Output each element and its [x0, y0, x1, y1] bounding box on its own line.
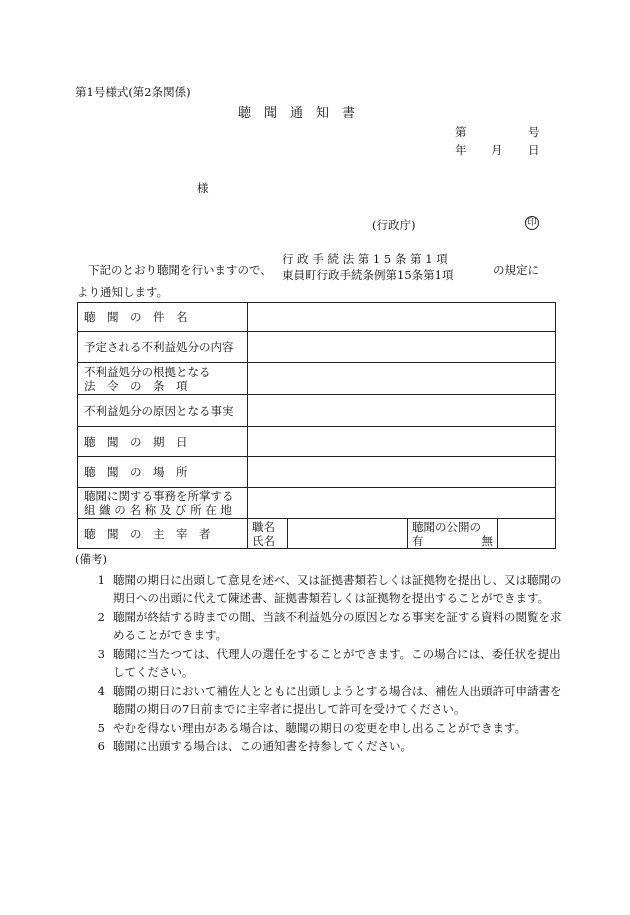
note-number: 1 [97, 572, 105, 587]
legal-basis-line-1: 不利益処分の根拠となる [84, 364, 211, 379]
date-day: 日 [528, 143, 540, 157]
note-number: 3 [97, 646, 105, 661]
row-label-subject: 聴 聞 の 件 名 [78, 303, 248, 332]
row-value-legal-basis [248, 363, 556, 395]
public-yes: 有 [412, 533, 424, 548]
public-hearing-label [408, 519, 498, 549]
number-dai: 第 [455, 125, 467, 139]
table-row [78, 395, 556, 427]
sub-label-title: 職名 [252, 519, 275, 534]
sub-label-name: 氏名 [252, 533, 275, 548]
row-value-subject [248, 303, 556, 332]
table-row [78, 332, 556, 363]
page-title: 聴 聞 通 知 書 [238, 106, 356, 121]
number-go: 号 [528, 125, 540, 139]
note-number: 5 [97, 720, 105, 735]
seal-mark: 印 [525, 216, 539, 230]
note-number: 2 [97, 609, 105, 624]
row-label-presider: 聴 聞 の 主 宰 者 [78, 519, 248, 549]
note-number: 6 [97, 739, 105, 753]
notes-heading: (備考) [75, 552, 107, 566]
intro-law-1: 行 政 手 続 法 第 1 5 条 第 1 項 [282, 252, 448, 266]
legal-basis-line-2: 法 令 の 条 項 [84, 378, 188, 393]
issuer-label: (行政庁) [372, 218, 416, 232]
table-row [78, 519, 556, 549]
row-value-cause [248, 395, 556, 427]
note-text: 聴聞に当たつては、代理人の選任をすることができます。この場合には、委任状を提出してください。 [113, 646, 561, 679]
presider-value [288, 519, 408, 549]
note-item [75, 737, 565, 756]
public-label-line-1: 聴聞の公開の [412, 519, 481, 534]
note-item [75, 608, 565, 645]
row-value-disposition-content [248, 332, 556, 363]
table-row [78, 363, 556, 395]
presider-sub-labels [248, 519, 288, 549]
row-value-organization [248, 488, 556, 519]
note-text: 聴聞の期日において補佐人とともに出頭しようとする場合は、補佐人出頭許可申請書を聴聞の期日の7日前までに主宰者に提出して許可を受けてください。 [113, 683, 562, 716]
date-year: 年 [455, 143, 467, 157]
organization-line-1: 聴聞に関する事務を所掌する [84, 489, 234, 503]
intro-after: の規定に [493, 263, 539, 277]
addressee-suffix: 様 [197, 181, 209, 195]
row-value-place [248, 457, 556, 488]
date-month: 月 [491, 143, 503, 157]
note-item [75, 719, 565, 738]
row-label-cause: 不利益処分の原因となる事実 [78, 395, 248, 427]
row-label-legal-basis [78, 363, 248, 395]
note-text: 聴聞の期日に出頭して意見を述べ、又は証拠書類若しくは証拠物を提出し、又は聴聞の期日への出頭に代えて陳述書、証拠書類若しくは証拠物を提出することができます。 [113, 572, 562, 605]
note-item [75, 682, 565, 719]
public-no: 無 [481, 533, 493, 548]
note-number: 4 [97, 683, 105, 698]
note-item [75, 571, 565, 608]
table-row [78, 427, 556, 457]
intro-before: 下記のとおり聴聞を行いますので、 [88, 263, 272, 277]
intro-line-2: より通知します。 [77, 285, 169, 299]
note-text: 聴聞が終結する時までの間、当該不利益処分の原因となる事実を証する資料の閲覧を求めることができます。 [113, 609, 562, 642]
hearing-table [77, 302, 556, 549]
note-text: やむを得ない理由がある場合は、聴聞の期日の変更を申し出ることができます。 [113, 720, 527, 735]
notes-section [75, 550, 565, 756]
table-row [78, 488, 556, 519]
form-id: 第1号様式(第2条関係) [75, 85, 191, 99]
row-label-organization [78, 488, 248, 519]
organization-line-2: 組 織 の 名 称 及 び 所 在 地 [84, 503, 232, 517]
row-label-date: 聴 聞 の 期 日 [78, 427, 248, 457]
note-text: 聴聞に出頭する場合は、この通知書を持参してください。 [113, 739, 412, 753]
intro-law-2: 東員町行政手続条例第15条第1項 [282, 268, 454, 282]
public-label-line-2 [412, 534, 493, 548]
row-label-disposition-content: 予定される不利益処分の内容 [78, 332, 248, 363]
table-row [78, 457, 556, 488]
table-row [78, 303, 556, 332]
row-value-date [248, 427, 556, 457]
note-item [75, 645, 565, 682]
public-hearing-value [498, 519, 556, 549]
row-label-place: 聴 聞 の 場 所 [78, 457, 248, 488]
